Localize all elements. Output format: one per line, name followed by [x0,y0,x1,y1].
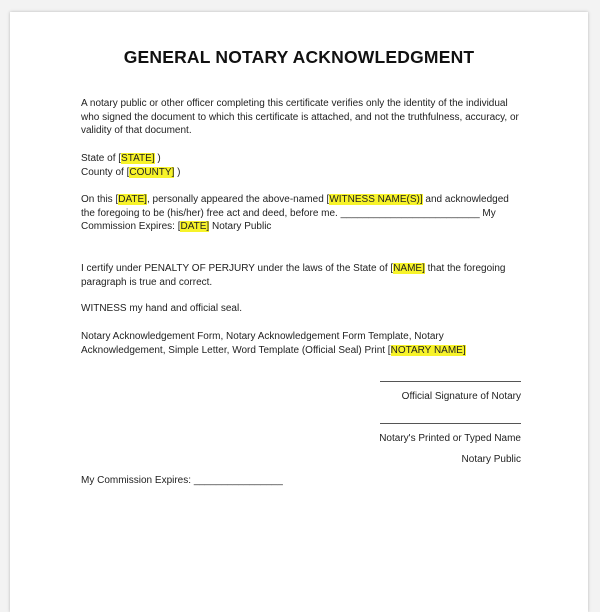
date-placeholder: DATE] [118,194,147,205]
commission-expires-line [81,474,521,488]
expiry-date-placeholder: DATE] [180,221,210,232]
signature-label-official: Official Signature of Notary [401,391,521,402]
signature-line-official [380,381,521,382]
appear-text-4: Notary Public [209,221,272,232]
witness-name-placeholder: WITNESS NAME(S)] [329,194,423,205]
keywords-text: Notary Acknowledgement Form, Notary Acknowledgement Form Template, Notary Acknowledgement, Simple Letter, Word Template (Official Seal) Print [ [81,331,444,356]
state-placeholder: STATE] [121,153,155,164]
notary-name-placeholder: NOTARY NAME] [390,344,466,356]
document-title: GENERAL NOTARY ACKNOWLEDGMENT [123,47,475,67]
intro-paragraph: A notary public or other officer completing this certificate verifies only the identity of the individual who signed the document to which this certificate is attached, and not the truthfulness, accuracy, or validity of that document. [81,98,519,136]
certify-text-1: I certify under PENALTY OF PERJURY under the laws of the State of [ [81,263,394,274]
appear-text-3: and acknowledged the foregoing to be (his/her) free act and deed, before me. _________________________ My Commission Expires: [ [81,194,509,232]
county-label: County of [ [81,166,130,178]
county-placeholder: COUNTY] [129,166,175,178]
appear-text-2: , personally appeared the above-named [ [146,194,330,205]
signature-label-title: Notary Public [461,454,521,465]
certify-text-2: that the foregoing paragraph is true and correct. [81,263,506,288]
certify-paragraph [81,262,521,289]
name-placeholder: NAME] [393,263,425,274]
appearance-paragraph [81,193,521,234]
document-page [10,12,588,612]
appear-text-1: On this [ [81,194,119,205]
signature-label-printed-name: Notary's Printed or Typed Name [379,433,521,444]
commission-blank: ________________ [193,475,283,486]
county-suffix: ) [174,166,181,178]
venue-block [81,152,521,179]
commission-label: My Commission Expires: [81,475,194,486]
witness-line: WITNESS my hand and official seal. [81,303,242,314]
signature-line-printed-name [380,423,521,424]
state-label: State of [ [81,153,122,164]
state-suffix: ) [154,153,161,164]
keywords-paragraph [81,330,521,357]
